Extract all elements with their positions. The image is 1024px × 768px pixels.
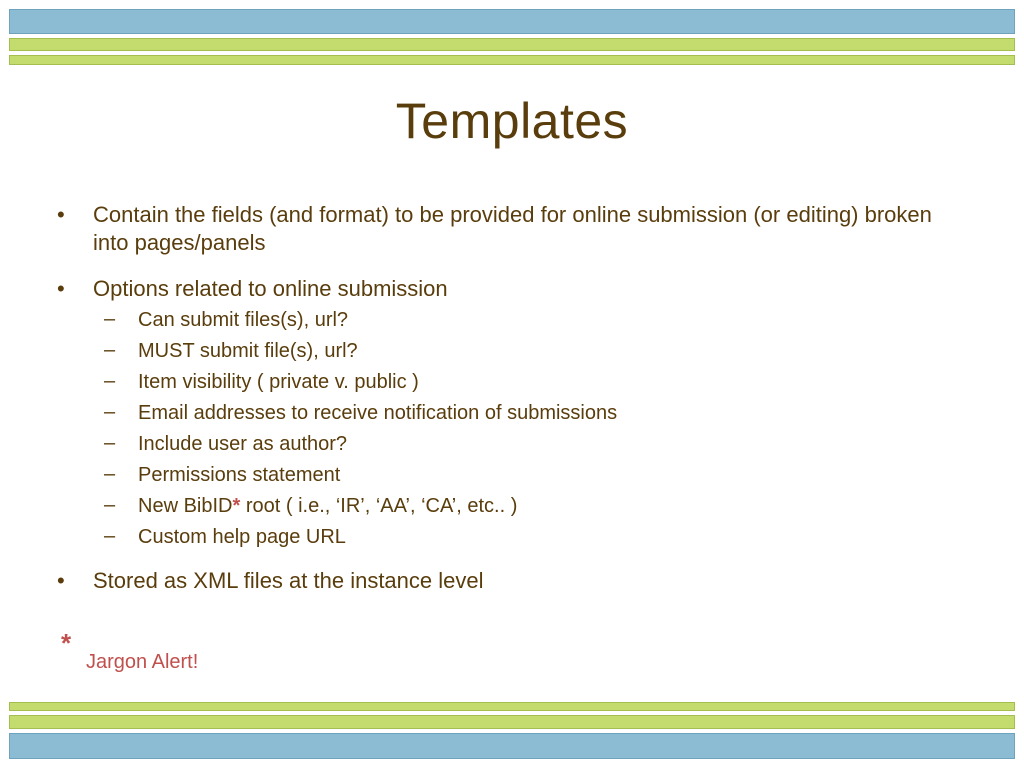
sub-bullet-item: Custom help page URL <box>138 526 346 548</box>
bullet-item-2: Options related to online submission <box>93 276 448 301</box>
bottom-green-band-thin <box>9 702 1015 711</box>
sub-bullet-item-bibid <box>138 494 517 518</box>
bottom-green-band <box>9 715 1015 729</box>
bullet-marker: • <box>57 202 65 227</box>
sub-bullet-marker: – <box>104 494 116 516</box>
bottom-blue-band <box>9 733 1015 759</box>
bullet-marker: • <box>57 276 65 301</box>
sub-bullet-marker: – <box>104 370 116 392</box>
jargon-marker-icon: * <box>232 495 241 517</box>
bibid-label: New BibID <box>138 495 233 517</box>
sub-bullet-marker: – <box>104 463 116 485</box>
sub-bullet-item: Email addresses to receive notification of submissions <box>138 402 618 424</box>
sub-bullet-item: Include user as author? <box>138 433 348 455</box>
bullet-marker: • <box>57 568 65 593</box>
footnote-text: Jargon Alert! <box>86 651 199 673</box>
sub-bullet-marker: – <box>104 432 116 454</box>
sub-bullet-item: MUST submit file(s), url? <box>138 340 358 362</box>
bullet-item-1: Contain the fields (and format) to be provided for online submission (or editing) broken into pages/panels <box>93 202 932 255</box>
sub-bullet-marker: – <box>104 525 116 547</box>
sub-bullet-marker: – <box>104 339 116 361</box>
bullet-item-3: Stored as XML files at the instance level <box>93 568 484 593</box>
sub-bullet-item: Item visibility ( private v. public ) <box>138 371 419 393</box>
bibid-suffix: root ( i.e., ‘IR’, ‘AA’, ‘CA’, etc.. ) <box>240 495 518 517</box>
footnote-star-icon: * <box>61 628 72 658</box>
sub-bullet-item: Permissions statement <box>138 464 341 486</box>
sub-bullet-marker: – <box>104 308 116 330</box>
sub-bullet-marker: – <box>104 401 116 423</box>
sub-bullet-item: Can submit files(s), url? <box>138 309 349 331</box>
slide-title: Templates <box>395 93 629 149</box>
